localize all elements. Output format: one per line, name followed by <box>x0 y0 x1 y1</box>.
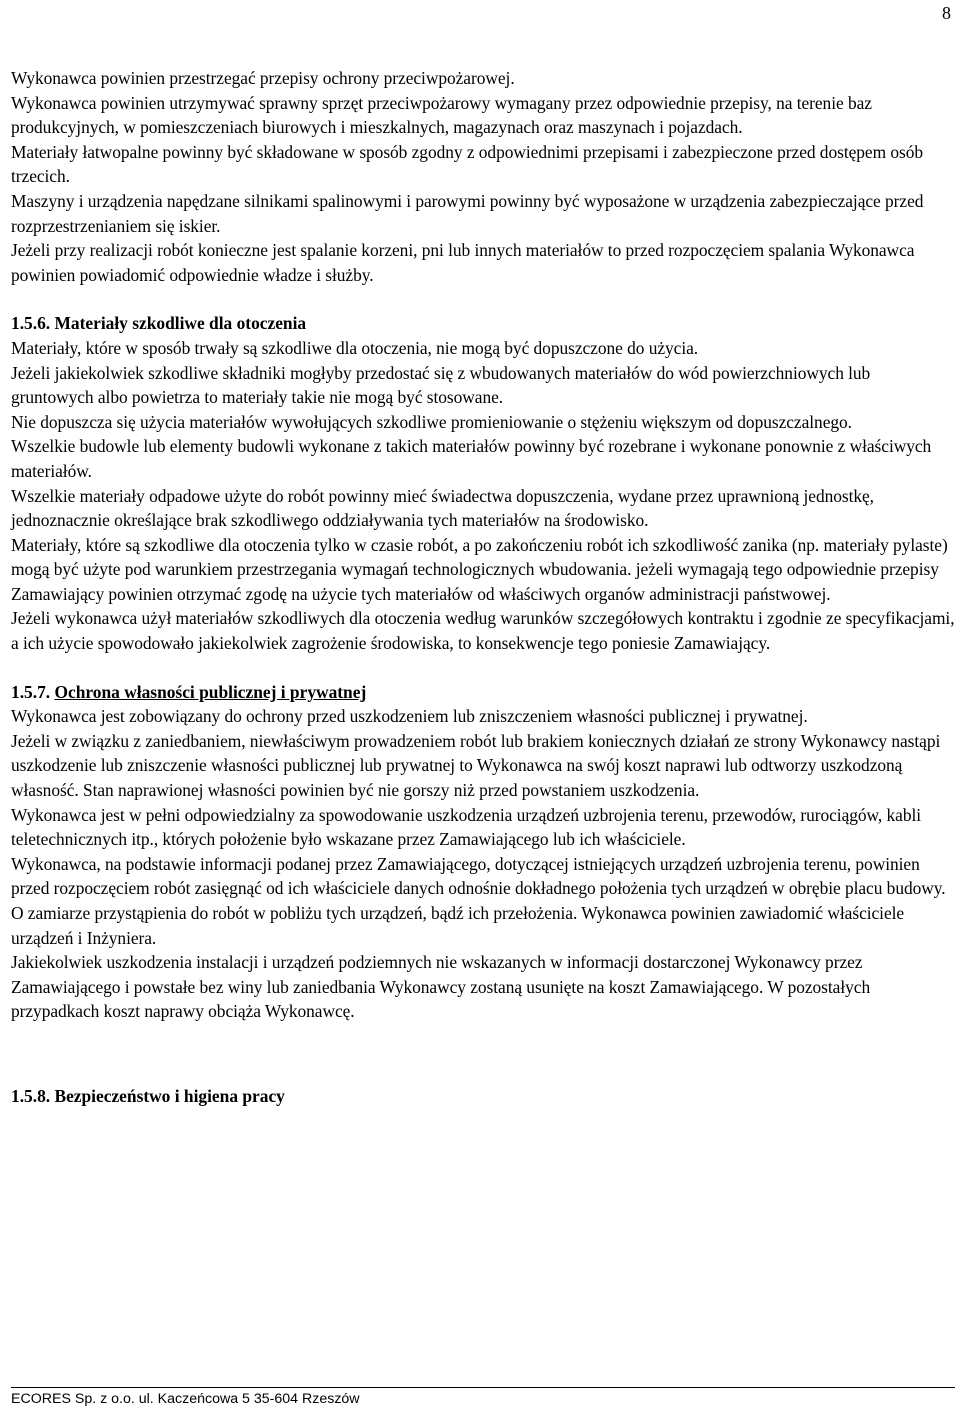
paragraph: Wykonawca jest zobowiązany do ochrony przed uszkodzeniem lub zniszczeniem własności publicznej i prywatnej. <box>11 706 808 727</box>
paragraph: Wykonawca powinien utrzymywać sprawny sprzęt przeciwpożarowy wymagany przez odpowiednie przepisy, na terenie baz produkcyjnych, w pomieszczeniach biurowych i mieszkalnych, magazynach oraz maszynach i pojazdach. <box>11 92 872 138</box>
footer-divider <box>11 1387 955 1388</box>
paragraph: Wszelkie materiały odpadowe użyte do robót powinny mieć świadectwa dopuszczenia, wydane przez uprawnioną jednostkę, jednoznacznie określające brak szkodliwego oddziaływania tych materiałów na środowisko. <box>11 485 874 531</box>
paragraph: Jeżeli przy realizacji robót konieczne jest spalanie korzeni, pni lub innych materiałów to przed rozpoczęciem spalania Wykonawca powinien powiadomić odpowiednie władze i służby. <box>11 240 915 285</box>
section-heading-1-5-6: 1.5.6. Materiały szkodliwe dla otoczenia <box>11 313 307 334</box>
paragraph: Wszelkie budowle lub elementy budowli wykonane z takich materiałów powinny być rozebrane i wykonane ponownie z właściwych materiałów. <box>11 436 932 481</box>
section-title: Ochrona własności publicznej i prywatnej <box>54 681 367 702</box>
paragraph: Wykonawca, na podstawie informacji podanej przez Zamawiającego, dotyczącej istniejących urządzeń uzbrojenia terenu, powinien przed rozpoczęciem robót zasięgnąć od ich właściciele danych odnośnie dokładnego położenia tych urządzeń w obrębie placu budowy. <box>11 853 946 899</box>
paragraph: O zamiarze przystąpienia do robót w pobliżu tych urządzeń, bądź ich przełożenia. Wykonawca powinien zawiadomić właściciele urządzeń i Inżyniera. <box>11 903 905 948</box>
paragraph: Jeżeli jakiekolwiek szkodliwe składniki mogłyby przedostać się z wbudowanych materiałów do wód powierzchniowych lub gruntowych albo powietrza to materiały takie nie mogą być stosowane. <box>11 362 871 408</box>
paragraph: Maszyny i urządzenia napędzane silnikami spalinowymi i parowymi powinny być wyposażone w urządzenia zabezpieczające przed rozprzestrzenianiem się iskier. <box>11 190 924 236</box>
paragraph: Materiały łatwopalne powinny być składowane w sposób zgodny z odpowiednimi przepisami i zabezpieczone przed dostępem osób trzecich. <box>11 141 924 187</box>
paragraph: Jeżeli w związku z zaniedbaniem, niewłaściwym prowadzeniem robót lub brakiem koniecznych działań ze strony Wykonawcy nastąpi uszkodzenie lub zniszczenie własności publicznej lub prywatnej to Wykonawca na swój koszt naprawi lub odtworzy uszkodzoną własność. Stan naprawionej własności powinien być nie gorszy niż przed powstaniem uszkodzenia. <box>11 730 941 801</box>
paragraph: Nie dopuszcza się użycia materiałów wywołujących szkodliwe promieniowanie o stężeniu większym od dopuszczalnego. <box>11 411 852 432</box>
paragraph: Wykonawca powinien przestrzegać przepisy ochrony przeciwpożarowej. <box>11 68 515 88</box>
paragraph: Materiały, które w sposób trwały są szkodliwe dla otoczenia, nie mogą być dopuszczone do użycia. <box>11 337 699 358</box>
paragraph: Wykonawca jest w pełni odpowiedzialny za spowodowanie uszkodzenia urządzeń uzbrojenia terenu, przewodów, rurociągów, kabli teletechnicznych itp., których położenie było wskazane przez Zamawiającego lub ich właściciele. <box>11 804 922 850</box>
section-heading-1-5-7 <box>11 680 955 705</box>
section-heading-1-5-8: 1.5.8. Bezpieczeństwo i higiena pracy <box>11 1085 285 1106</box>
paragraph: Materiały, które są szkodliwe dla otoczenia tylko w czasie robót, a po zakończeniu robót ich szkodliwość zanika (np. materiały pylaste) mogą być użyte pod warunkiem przestrzegania wymagań technologicznych wbudowania. jeżeli wymagają tego odpowiednie przepisy Zamawiający powinien otrzymać zgodę na użycie tych materiałów od właściwych organów administracji państwowej. <box>11 534 948 604</box>
document-body <box>11 66 955 1109</box>
page-footer: ECORES Sp. z o.o. ul. Kaczeńcowa 5 35-604 Rzeszów <box>11 1391 360 1407</box>
paragraph: Jeżeli wykonawca użył materiałów szkodliwych dla otoczenia według warunków szczegółowych kontraktu i zgodnie ze specyfikacjami, a ich użycie spowodowało jakiekolwiek zagrożenie środowiska, to konsekwencje tego poniesie Zamawiający. <box>11 608 955 654</box>
paragraph: Jakiekolwiek uszkodzenia instalacji i urządzeń podziemnych nie wskazanych w informacji dostarczonej Wykonawcy przez Zamawiającego i powstałe bez winy lub zaniedbania Wykonawcy zostaną usunięte na koszt Zamawiającego. W pozostałych przypadkach koszt naprawy obciąża Wykonawcę. <box>11 952 871 1022</box>
page-number: 8 <box>942 3 951 23</box>
section-number: 1.5.7. <box>11 681 55 702</box>
